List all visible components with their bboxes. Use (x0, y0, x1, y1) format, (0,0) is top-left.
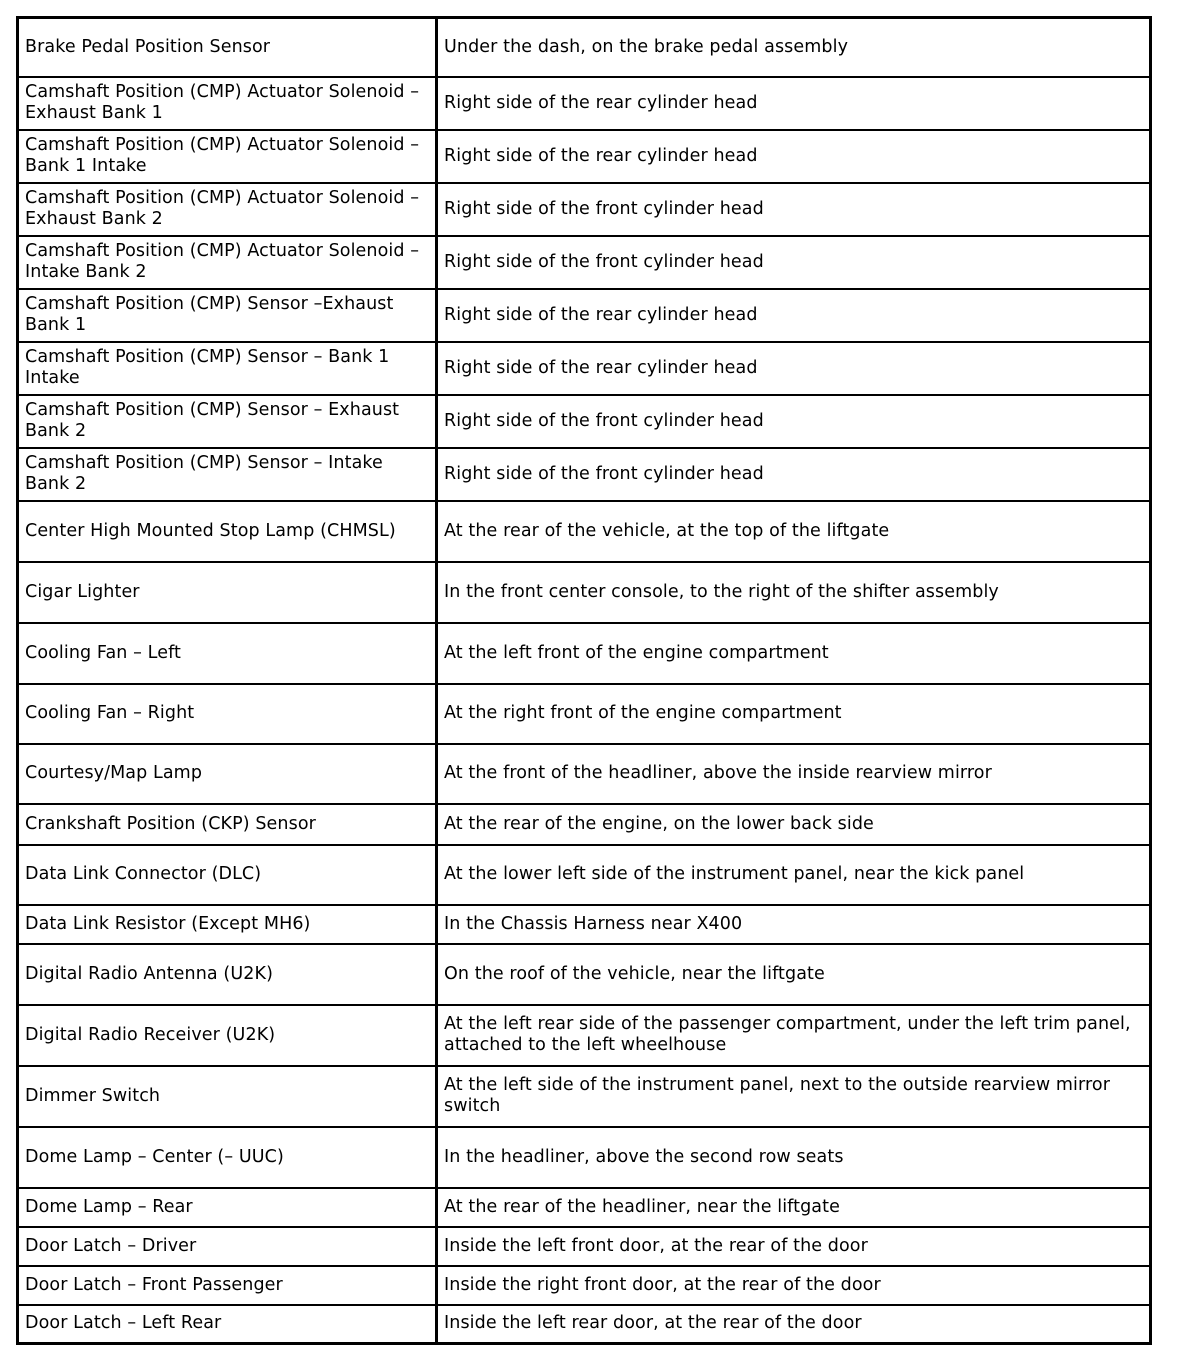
component-cell: Camshaft Position (CMP) Sensor –Exhaust Bank 1 (18, 289, 437, 342)
table-row (18, 845, 1151, 905)
component-cell: Camshaft Position (CMP) Sensor – Bank 1 Intake (18, 342, 437, 395)
location-cell: Right side of the rear cylinder head (437, 342, 1151, 395)
location-cell: At the rear of the vehicle, at the top of the liftgate (437, 501, 1151, 562)
table-row (18, 395, 1151, 448)
location-cell: In the front center console, to the right of the shifter assembly (437, 562, 1151, 623)
component-cell: Courtesy/Map Lamp (18, 744, 437, 804)
component-cell: Door Latch – Left Rear (18, 1305, 437, 1344)
table-row (18, 905, 1151, 944)
location-cell: Right side of the front cylinder head (437, 236, 1151, 289)
component-cell: Dome Lamp – Rear (18, 1188, 437, 1227)
location-cell: Right side of the front cylinder head (437, 395, 1151, 448)
component-cell: Camshaft Position (CMP) Sensor – Intake Bank 2 (18, 448, 437, 501)
component-cell: Crankshaft Position (CKP) Sensor (18, 804, 437, 845)
location-cell: At the left rear side of the passenger compartment, under the left trim panel, attached to the left wheelhouse (437, 1005, 1151, 1066)
location-cell: Right side of the rear cylinder head (437, 77, 1151, 130)
table-row (18, 1066, 1151, 1127)
location-cell: On the roof of the vehicle, near the liftgate (437, 944, 1151, 1005)
table-row (18, 623, 1151, 684)
component-cell: Brake Pedal Position Sensor (18, 18, 437, 77)
component-cell: Center High Mounted Stop Lamp (CHMSL) (18, 501, 437, 562)
location-cell: At the front of the headliner, above the inside rearview mirror (437, 744, 1151, 804)
component-cell: Digital Radio Receiver (U2K) (18, 1005, 437, 1066)
table-row (18, 1305, 1151, 1344)
table-row (18, 18, 1151, 77)
location-cell: At the rear of the headliner, near the liftgate (437, 1188, 1151, 1227)
component-cell: Cigar Lighter (18, 562, 437, 623)
location-cell: Right side of the rear cylinder head (437, 289, 1151, 342)
table-row (18, 77, 1151, 130)
location-cell: In the headliner, above the second row seats (437, 1127, 1151, 1188)
location-cell: Inside the left front door, at the rear of the door (437, 1227, 1151, 1266)
location-cell: At the rear of the engine, on the lower back side (437, 804, 1151, 845)
table-row (18, 744, 1151, 804)
component-cell: Door Latch – Driver (18, 1227, 437, 1266)
component-cell: Camshaft Position (CMP) Actuator Solenoid – Exhaust Bank 2 (18, 183, 437, 236)
table-row (18, 1188, 1151, 1227)
location-cell: Right side of the front cylinder head (437, 183, 1151, 236)
component-cell: Camshaft Position (CMP) Actuator Solenoid – Bank 1 Intake (18, 130, 437, 183)
table-row (18, 501, 1151, 562)
component-cell: Door Latch – Front Passenger (18, 1266, 437, 1305)
location-cell: Under the dash, on the brake pedal assembly (437, 18, 1151, 77)
location-cell: At the left side of the instrument panel, next to the outside rearview mirror switch (437, 1066, 1151, 1127)
table-row (18, 944, 1151, 1005)
component-cell: Cooling Fan – Left (18, 623, 437, 684)
component-cell: Cooling Fan – Right (18, 684, 437, 744)
location-cell: In the Chassis Harness near X400 (437, 905, 1151, 944)
component-cell: Camshaft Position (CMP) Sensor – Exhaust Bank 2 (18, 395, 437, 448)
location-cell: Inside the left rear door, at the rear of the door (437, 1305, 1151, 1344)
table-row (18, 1266, 1151, 1305)
table-row (18, 684, 1151, 744)
component-locator-table (16, 16, 1152, 1345)
component-cell: Camshaft Position (CMP) Actuator Solenoid – Exhaust Bank 1 (18, 77, 437, 130)
table-row (18, 448, 1151, 501)
location-cell: At the right front of the engine compartment (437, 684, 1151, 744)
table-row (18, 183, 1151, 236)
component-cell: Digital Radio Antenna (U2K) (18, 944, 437, 1005)
location-cell: At the lower left side of the instrument panel, near the kick panel (437, 845, 1151, 905)
table-row (18, 562, 1151, 623)
table-row (18, 804, 1151, 845)
location-cell: Right side of the rear cylinder head (437, 130, 1151, 183)
table-row (18, 130, 1151, 183)
component-cell: Dome Lamp – Center (– UUC) (18, 1127, 437, 1188)
table-body (18, 18, 1151, 1344)
table-row (18, 1005, 1151, 1066)
table-row (18, 1227, 1151, 1266)
location-cell: Right side of the front cylinder head (437, 448, 1151, 501)
table-row (18, 342, 1151, 395)
table-row (18, 1127, 1151, 1188)
component-cell: Data Link Connector (DLC) (18, 845, 437, 905)
table-row (18, 289, 1151, 342)
table-row (18, 236, 1151, 289)
component-cell: Dimmer Switch (18, 1066, 437, 1127)
component-cell: Camshaft Position (CMP) Actuator Solenoid – Intake Bank 2 (18, 236, 437, 289)
component-cell: Data Link Resistor (Except MH6) (18, 905, 437, 944)
location-cell: Inside the right front door, at the rear of the door (437, 1266, 1151, 1305)
location-cell: At the left front of the engine compartment (437, 623, 1151, 684)
